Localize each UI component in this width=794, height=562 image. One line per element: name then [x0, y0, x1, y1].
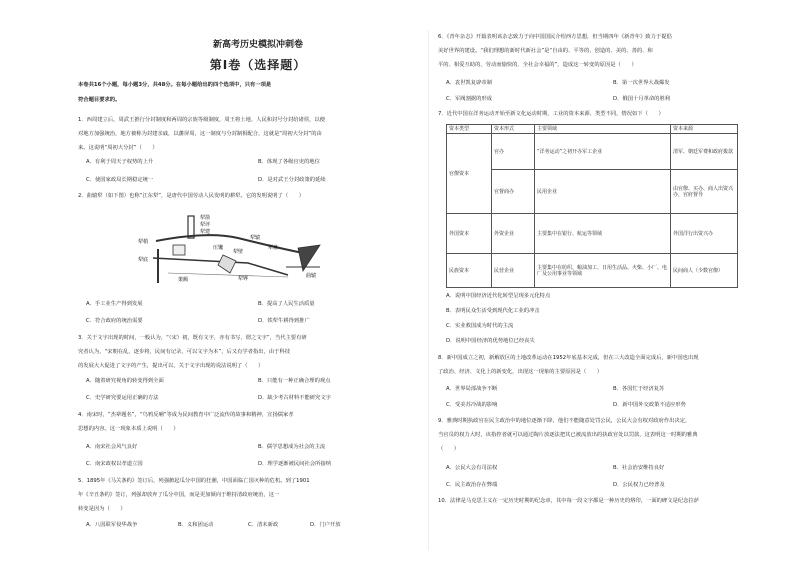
q5-option-d[interactable]: D．门户开放	[310, 522, 341, 528]
table-cell: 清军、朝廷军费和政府拨款	[671, 134, 738, 170]
table-row	[447, 254, 738, 288]
q3-option-d[interactable]: D．缺少考古材料不能研究文字	[258, 395, 331, 401]
q3-option-b[interactable]: B．只能有一种正确合理的观点	[258, 378, 331, 384]
q9-option-b[interactable]: B．社会治安维持良好	[613, 465, 665, 471]
quyuan-plow-diagram	[138, 213, 328, 293]
q4-line-2: 思想的内容。这一现象本质上说明（ ）	[78, 426, 179, 432]
q8-option-c[interactable]: C．受美苏冷战的影响	[446, 402, 498, 408]
table-header: 资本形式	[492, 125, 535, 134]
table-cell: 外资企业	[492, 214, 535, 254]
instructions-line-2: 符合题目要求的。	[78, 97, 121, 103]
table-cell: 主要集中在纺织、粮油加工、日用生活品、火柴、小厂、电厂及公用事业等领域	[535, 254, 671, 288]
q9-option-d[interactable]: D．公民权力已经普及	[613, 482, 665, 488]
q5-option-c[interactable]: C．清末新政	[248, 522, 279, 528]
q3-option-c[interactable]: C．史学研究要运用正确的方法	[86, 395, 159, 401]
instructions-line-1: 本卷共16个小题，每小题3分，共48分。在每小题给出的四个选项中，只有一项是	[78, 82, 272, 88]
plow-label-8: 犁壁	[233, 249, 244, 255]
q6-line-1: 6．《青年杂志》开篇表明该杂志致力于向中国国民介绍西方思想，但当期四年《新青年》致力于提倡	[438, 34, 672, 40]
q3-option-a[interactable]: A．随着研究视角的转变得到全面	[86, 378, 164, 384]
q8-option-d[interactable]: D．新中国外交政策不适应形势	[613, 402, 686, 408]
table-header-row	[447, 125, 738, 134]
q10-line: 10．法律是马克思主义在一定历史时期的纪念章，其中每一段文字都是一种历史的烙印，一面的碑文是纪念拉萨	[438, 498, 699, 504]
q3-line-2: 究者认为，“宋朝在乱，逐步将，民间有记录，可以文字为本”，后又有学者指出，由于科技	[78, 349, 291, 355]
q2-option-a[interactable]: A．手工业生产得到发展	[86, 301, 143, 307]
q6-option-c[interactable]: C．军阀割据的形成	[446, 96, 493, 102]
q8-line-2: 了政治、经济、文化上的新变化，出现这一现象的主要原因是（ ）	[438, 369, 603, 375]
q6-line-2: 美好世界的建设。“我们理想的新时代新社会”是“自由的、平等的、创造的、美的、善的、和	[438, 48, 653, 54]
table-header: 资本类型	[447, 125, 492, 134]
q2-option-d[interactable]: D．铁犁牛耕得到推广	[258, 318, 310, 324]
q9-line-1: 9．雅典时期执政官在民主政治中的地位逐渐下降，他们不能随意处罚公民，公民大会有权对政府作出决定，	[438, 418, 691, 424]
q1-line-2: 对地方加强统治，地方被称为封建亲戚，以藩屏周，这一制度与分封制相配合，这就是“周初大分封”的由	[78, 131, 322, 137]
q1-line-1: 1．西周建立后，周武王推行分封制度和两周的宗族等级制度，周王将土地、人民和封号分封给诸侯，以便	[78, 117, 326, 123]
section-title: 第Ⅰ卷（选择题）	[209, 58, 307, 72]
plow-label-4: 犁梢	[138, 239, 149, 245]
q1-option-c[interactable]: C．使国家政局长期稳定统一	[86, 177, 154, 183]
q7-option-c[interactable]: C．实业救国成为时代的主流	[446, 323, 514, 329]
q4-option-d[interactable]: D．理学逐渐被民间社会所接纳	[258, 461, 331, 467]
plow-label-10: 压镵	[213, 245, 224, 251]
table-cell: 官办	[492, 134, 535, 170]
q6-option-d[interactable]: D．俄国十月革命的胜利	[613, 96, 671, 102]
q5-line-3: 转变是因为（ ）	[78, 506, 126, 512]
q3-line-3: 的发展大大促进了文字的产生，提出可以，关于文字出现的说法说明了（ ）	[78, 363, 264, 369]
q1-option-d[interactable]: D．是对武王分封政策的延续	[258, 177, 326, 183]
table-cell: 主要集中在银行、航运等领域	[535, 214, 671, 254]
q4-option-c[interactable]: C．南宋政权以孝道立国	[86, 461, 143, 467]
plow-label-7: 策额	[178, 277, 189, 283]
q9-line-3: （ ）	[438, 446, 460, 452]
table-cell: 民族资本	[447, 254, 492, 288]
plow-label-1: 犁箭	[200, 215, 211, 221]
q8-line-1: 8．新中国成立之初，新解放区的土地改革运动在1952年底基本完成，但在三大改造全面完成后，新中国也出现	[438, 355, 699, 361]
plow-label-12: 曲辕	[306, 273, 317, 279]
q5-line-1: 5．1895年《马关条约》签订后，列强掀起瓜分中国的狂潮，中国面临亡国灭种的危机。到了1901	[78, 478, 310, 484]
table-row	[447, 134, 738, 170]
column-divider	[428, 30, 429, 550]
plow-label-3: 犁建	[200, 229, 211, 235]
q1-line-3: 来。这说明“周初大分封”（ ）	[78, 145, 158, 151]
table-cell: 民间商人（少数官僚）	[671, 254, 738, 288]
q1-option-a[interactable]: A．有利于周天子权势的上升	[86, 159, 154, 165]
q7-option-b[interactable]: B．表明民众生活受到现代化工业的冲击	[446, 308, 540, 314]
q9-option-a[interactable]: A．公民大会有司法权	[446, 465, 498, 471]
q2-option-c[interactable]: C．符合政府的统治需要	[86, 318, 143, 324]
q2-option-b[interactable]: B．提高了人民生活质量	[258, 301, 315, 307]
table-cell: 由官僚、买办、商人出资兴办，官府督导	[671, 170, 738, 214]
q3-line-1: 3．关于文字出现的时间，一般认为，“（宋）初，既有文字，亦有书写，谓之文字”，当代主要有研	[78, 335, 307, 341]
table-header: 资本来源	[671, 125, 738, 134]
table-cell: 民营企业	[492, 254, 535, 288]
q7-line: 7．近代中国在洋务运动开始至新文化运动时期，工业的资本来源、类型不同，情况如下（ ）	[438, 111, 664, 117]
table-cell: 民用企业	[535, 170, 671, 214]
q4-line-1: 4．南宋时，“杰辈题名”，“鸟鸦反哺”等成为民间教育中广泛流传的故事和精神，宣扬儒家孝	[78, 412, 294, 418]
q9-line-2: 当官员的权力大时，该指控者就可以通过陶片放逐法把其已被流放出的执政官处以罚款，这表明这一时期的雅典	[438, 432, 698, 438]
q1-option-b[interactable]: B．体现了各级官吏的地位	[258, 159, 320, 165]
q7-option-a[interactable]: A．说明中国经济近代化转型呈现多元化特点	[446, 293, 551, 299]
q5-line-2: 年《辛丑条约》签订，列强却放弃了瓜分中国，而是更加倾向于维持清政府统治，这一	[78, 492, 280, 498]
table-header: 主要领域	[535, 125, 671, 134]
q9-option-c[interactable]: C．民主政治存在弊端	[446, 482, 498, 488]
capital-table	[446, 124, 738, 288]
q4-option-a[interactable]: A．南宋社会风气良好	[86, 444, 138, 450]
plow-label-2: 犁评	[200, 222, 211, 228]
q6-option-b[interactable]: B．第一次世界大战爆发	[613, 80, 670, 86]
q5-option-b[interactable]: B．义和团运动	[178, 522, 214, 528]
q4-option-b[interactable]: B．儒学思想成为社会的主流	[258, 444, 326, 450]
q8-option-a[interactable]: A．世界局部战争不断	[446, 386, 498, 392]
table-cell: 外国资本	[447, 214, 492, 254]
plow-label-11: 犁盘	[268, 245, 279, 251]
q6-line-3: 平的、相爱互助的、劳动而愉快的、全社会幸福的”，造成这一转变的原因是（ ）	[438, 62, 637, 68]
q7-option-d[interactable]: D．说明中国经济的优势地位已经丧失	[446, 338, 535, 344]
table-cell: 外国洋行出资兴办	[671, 214, 738, 254]
plow-label-6: 犁底	[138, 257, 149, 263]
q6-option-a[interactable]: A．袁世凯复辟帝制	[446, 80, 492, 86]
plow-label-9: 犁铧	[238, 276, 249, 282]
table-row	[447, 214, 738, 254]
q2-line: 2．曲辕犁（如下图）也称“江东犁”，是唐代中国劳动人民发明的耕犁。它的发明说明了（ ）	[78, 193, 305, 199]
exam-title: 新高考历史模拟冲刺卷	[212, 40, 303, 50]
table-cell: 官督商办	[492, 170, 535, 214]
plow-label-5: 犁辕	[250, 235, 261, 241]
q5-option-a[interactable]: A．八国联军侵华战争	[86, 522, 138, 528]
table-cell: 官僚资本	[447, 134, 492, 214]
q8-option-b[interactable]: B．各国忙于经济复苏	[613, 386, 665, 392]
table-cell: “洋务运动”之初开办军工企业	[535, 134, 671, 170]
